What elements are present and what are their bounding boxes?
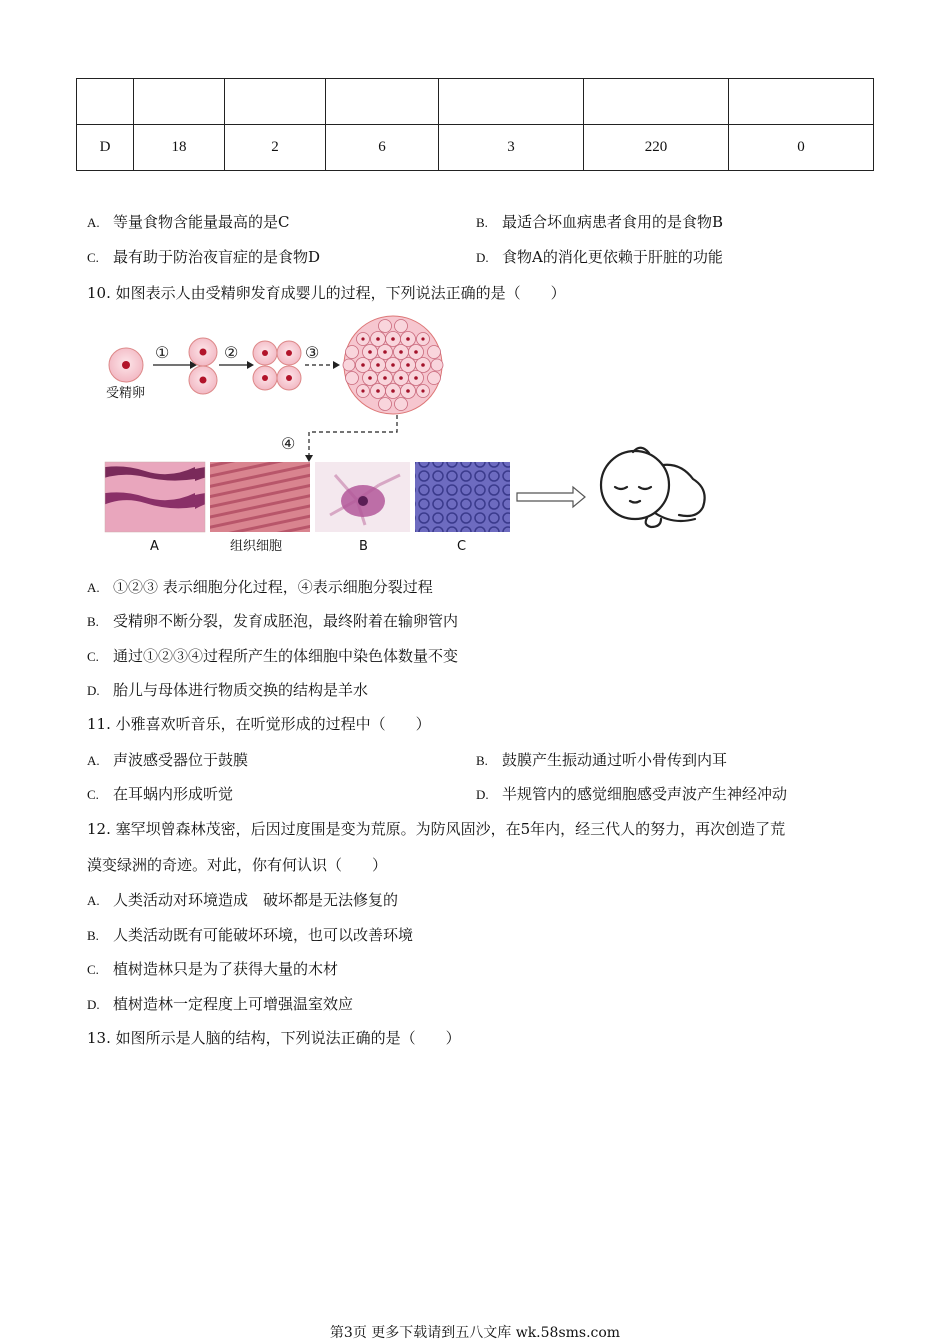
embryo-development-figure <box>95 315 725 560</box>
tissue-image-c <box>415 462 510 532</box>
option-letter: C. <box>87 787 99 802</box>
option-letter: B. <box>476 753 488 768</box>
zygote-cell <box>109 348 143 382</box>
arrow-head <box>333 361 340 369</box>
q11-stem: 11. 小雅喜欢听音乐，在听觉形成的过程中（ ） <box>87 715 431 733</box>
table-cell <box>584 79 729 125</box>
table-cell: 6 <box>326 125 439 171</box>
option-text: 人类活动对环境造成 破坏都是无法修复的 <box>113 891 399 909</box>
option-text: 植树造林一定程度上可增强温室效应 <box>113 995 354 1013</box>
tissue-image-b <box>315 462 410 532</box>
table-cell <box>134 79 225 125</box>
q11-option-c <box>87 784 233 805</box>
option-letter: B. <box>87 928 99 943</box>
option-letter: D. <box>87 997 100 1012</box>
table-cell: 0 <box>729 125 874 171</box>
table-cell <box>439 79 584 125</box>
arrow-head <box>247 361 254 369</box>
arrow-line <box>309 415 397 455</box>
q9-option-a <box>87 212 289 233</box>
q12-option-d <box>87 994 353 1015</box>
option-letter: C. <box>87 250 99 265</box>
tissue-image-a <box>105 462 205 532</box>
tissue-label-muscle: 组织细胞 <box>230 539 283 554</box>
q12-stem-line1: 12. 塞罕坝曾森林茂密，后因过度围是变为荒原。为防风固沙，在5年内，经三代人的努力，再次创造了荒 <box>87 820 786 838</box>
option-letter: A. <box>87 753 100 768</box>
q9-option-b <box>476 212 723 233</box>
food-nutrient-table <box>76 78 874 171</box>
baby-icon <box>601 448 705 527</box>
table-cell <box>326 79 439 125</box>
q13-stem: 13. 如图所示是人脑的结构，下列说法正确的是（ ） <box>87 1029 461 1047</box>
zygote-label: 受精卵 <box>106 386 146 401</box>
option-text: 受精卵不断分裂，发育成胚泡，最终附着在输卵管内 <box>113 612 459 630</box>
option-text: 最有助于防治夜盲症的是食物D <box>113 248 321 266</box>
option-letter: B. <box>87 614 99 629</box>
q11-option-a <box>87 750 248 771</box>
q10-option-d <box>87 680 368 701</box>
page-footer: 第3页 更多下载请到五八文库 wk.58sms.com <box>329 1325 621 1341</box>
tissue-label-b: B <box>359 539 368 554</box>
q10-stem: 10. 如图表示人由受精卵发育成婴儿的过程，下列说法正确的是（ ） <box>87 284 566 302</box>
table-cell: 220 <box>584 125 729 171</box>
option-letter: D. <box>476 787 489 802</box>
hollow-arrow-icon <box>517 487 585 507</box>
table-row <box>77 79 874 125</box>
tissue-image-muscle <box>210 462 310 532</box>
q11-option-d <box>476 784 787 805</box>
q12-option-b <box>87 925 413 946</box>
option-text: 最适合坏血病患者食用的是食物B <box>502 213 724 231</box>
option-letter: B. <box>476 215 488 230</box>
step-label-4: ④ <box>281 434 296 453</box>
table-row <box>77 125 874 171</box>
arrow-head <box>305 455 313 462</box>
q12-stem-line2: 漠变绿洲的奇迹。对此，你有何认识（ ） <box>87 856 388 874</box>
table-cell: 18 <box>134 125 225 171</box>
tissue-label-c: C <box>457 539 467 554</box>
option-letter: A. <box>87 215 100 230</box>
table-cell <box>225 79 326 125</box>
option-text: 植树造林只是为了获得大量的木材 <box>113 960 339 978</box>
q10-option-c <box>87 646 458 667</box>
option-text: 半规管内的感觉细胞感受声波产生神经冲动 <box>502 785 788 803</box>
four-cell-stage <box>253 341 301 390</box>
option-text: ①②③ 表示细胞分化过程，④表示细胞分裂过程 <box>113 578 433 596</box>
table-cell <box>729 79 874 125</box>
option-text: 人类活动既有可能破坏环境，也可以改善环境 <box>113 926 414 944</box>
q9-option-c <box>87 247 320 268</box>
option-text: 鼓膜产生振动通过听小骨传到内耳 <box>502 751 728 769</box>
option-letter: C. <box>87 649 99 664</box>
option-letter: A. <box>87 580 100 595</box>
option-letter: D. <box>87 683 100 698</box>
q12-option-a <box>87 890 398 911</box>
option-letter: D. <box>476 250 489 265</box>
table-cell: D <box>77 125 134 171</box>
table-cell: 3 <box>439 125 584 171</box>
morula-cell-cluster <box>343 316 443 414</box>
step-label-3: ③ <box>305 343 320 362</box>
step-label-2: ② <box>224 343 239 362</box>
table-cell: 2 <box>225 125 326 171</box>
option-letter: A. <box>87 893 100 908</box>
option-text: 通过①②③④过程所产生的体细胞中染色体数量不变 <box>113 647 459 665</box>
option-text: 食物A的消化更依赖于肝脏的功能 <box>502 248 723 266</box>
option-text: 在耳蜗内形成听觉 <box>113 785 234 803</box>
q10-option-a <box>87 577 433 598</box>
option-text: 声波感受器位于鼓膜 <box>113 751 249 769</box>
option-text: 胎儿与母体进行物质交换的结构是羊水 <box>113 681 369 699</box>
option-text: 等量食物含能量最高的是C <box>113 213 290 231</box>
step-label-1: ① <box>155 343 170 362</box>
q12-option-c <box>87 959 338 980</box>
option-letter: C. <box>87 962 99 977</box>
tissue-label-a: A <box>150 539 159 554</box>
q9-option-d <box>476 247 723 268</box>
q10-option-b <box>87 611 458 632</box>
q11-option-b <box>476 750 727 771</box>
table-cell <box>77 79 134 125</box>
